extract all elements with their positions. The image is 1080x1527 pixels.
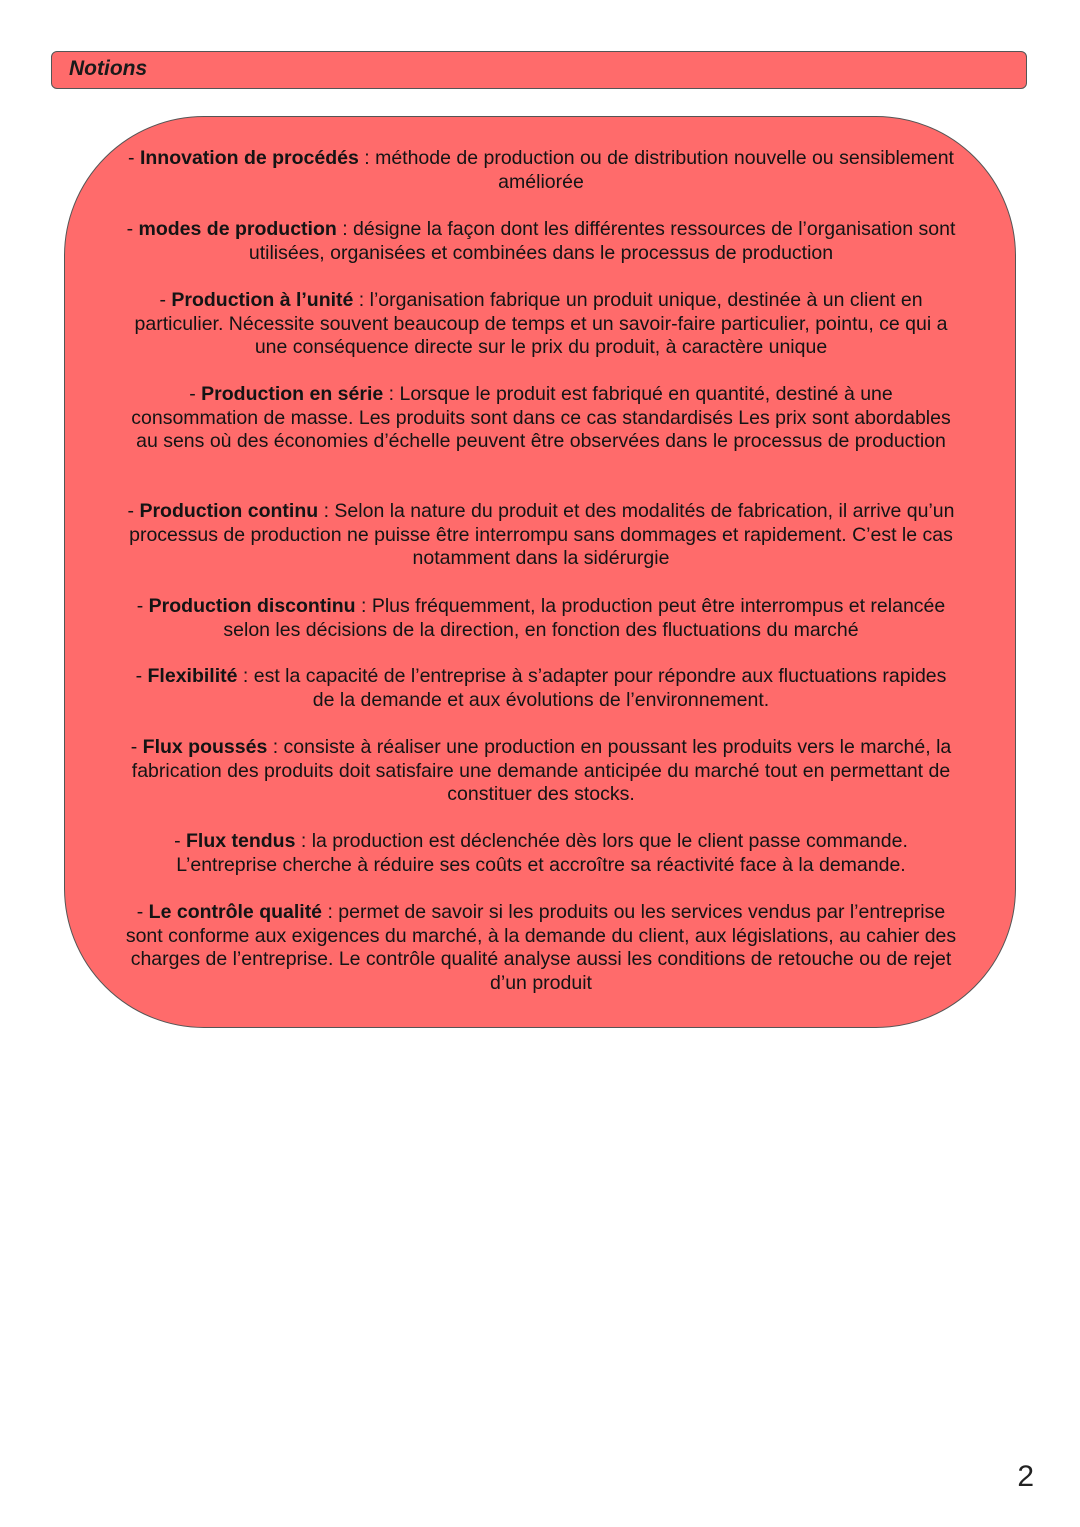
notion-definition: : l’organisation fabrique un produit unique, destinée à un client en particulier. Nécessite souvent beaucoup de temps et un savoir-faire particulier, pointu, ce qui a une conséquence directe sur le prix du produit, à caractère unique (134, 289, 948, 359)
notion-innovation-de-procedes: - Innovation de procédés : méthode de production ou de distribution nouvelle ou sensiblement améliorée (128, 147, 954, 193)
notion-term: Innovation de procédés (139, 147, 359, 169)
notion-flux-tendus: - Flux tendus : la production est déclenchée dès lors que le client passe commande. L’entreprise cherche à réduire ses coûts et accroître sa réactivité face à la demande. (174, 830, 908, 876)
section-title: Notions (69, 57, 148, 80)
notion-modes-de-production: - modes de production : désigne la façon dont les différentes ressources de l’organisation sont utilisées, organisées et combinées dans le processus de production (126, 218, 956, 264)
notion-flexibilite: - Flexibilité : est la capacité de l’entreprise à s’adapter pour répondre aux fluctuations rapides de la demande et aux évolutions de l’environnement. (135, 665, 947, 711)
notion-production-a-l-unite: - Production à l’unité : l’organisation fabrique un produit unique, destinée à un client en particulier. Nécessite souvent beaucoup de temps et un savoir-faire particulier, pointu, ce qui a une conséquence directe sur le prix du produit, à caractère unique (134, 289, 948, 359)
notion-controle-qualite: - Le contrôle qualité : permet de savoir si les produits ou les services vendus par l’entreprise sont conforme aux exigences du marché, à la demande du client, aux législations, au cahier des charges de l’entreprise. Le contrôle qualité analyse aussi les conditions de retouche ou de rejet d’un produit (125, 901, 957, 994)
notion-definition: : Plus fréquemment, la production peut être interrompus et relancée selon les décisions de la direction, en fonction des fluctuations du marché (223, 595, 946, 641)
notion-term: Production discontinu (148, 595, 356, 617)
notion-flux-pousses: - Flux poussés : consiste à réaliser une production en poussant les produits vers le marché, la fabrication des produits doit satisfaire une demande anticipée du marché tout en permettant de constituer des stocks. (130, 736, 952, 806)
notion-term: Flexibilité (147, 665, 238, 687)
notion-production-discontinu: - Production discontinu : Plus fréquemment, la production peut être interrompus et relancée selon les décisions de la direction, en fonction des fluctuations du marché (136, 595, 946, 641)
notion-definition: : permet de savoir si les produits ou les services vendus par l’entreprise sont conforme aux exigences du marché, à la demande du client, aux législations, au cahier des charges de l’entreprise. Le contrôle qualité analyse aussi les conditions de retouche ou de rejet d’un produit (125, 901, 957, 994)
notion-term: Production continu (139, 500, 319, 522)
notion-production-en-serie: - Production en série : Lorsque le produit est fabriqué en quantité, destiné à une consommation de masse. Les produits sont dans ce cas standardisés Les prix sont abordables au sens où des économies d’échelle peuvent être observées dans le processus de production (131, 383, 951, 453)
notion-definition: : Lorsque le produit est fabriqué en quantité, destiné à une consommation de masse. Les produits sont dans ce cas standardisés Les prix sont abordables au sens où des économies d’échelle peuvent être observées dans le processus de production (131, 383, 951, 453)
notion-production-continu: - Production continu : Selon la nature du produit et des modalités de fabrication, il arrive qu’un processus de production ne puisse être interrompu sans dommages et rapidement. C’est le cas notamment dans la sidérurgie (127, 500, 955, 570)
notion-term: Le contrôle qualité (148, 901, 323, 923)
notion-term: modes de production (138, 218, 337, 240)
page-number: 2 (1017, 1460, 1034, 1493)
notion-definition: : consiste à réaliser une production en poussant les produits vers le marché, la fabrication des produits doit satisfaire une demande anticipée du marché tout en permettant de constituer des stocks. (131, 736, 952, 806)
notion-definition: : la production est déclenchée dès lors que le client passe commande. L’entreprise cherche à réduire ses coûts et accroître sa réactivité face à la demande. (176, 830, 908, 876)
section-header-bar (51, 51, 1027, 89)
notion-term: Flux tendus (186, 830, 296, 852)
notion-term: Production à l’unité (171, 289, 354, 311)
notion-definition: : est la capacité de l’entreprise à s’adapter pour répondre aux fluctuations rapides de la demande et aux évolutions de l’environnement. (237, 665, 947, 711)
notions-box (64, 116, 1016, 1028)
notion-definition: : Selon la nature du produit et des modalités de fabrication, il arrive qu’un processus de production ne puisse être interrompu sans dommages et rapidement. C’est le cas notamment dans la sidérurgie (129, 500, 955, 570)
notion-term: Flux poussés (142, 736, 268, 758)
notion-definition: : désigne la façon dont les différentes ressources de l’organisation sont utilisées, organisées et combinées dans le processus de production (248, 218, 956, 264)
notion-term: Production en série (201, 383, 384, 405)
notion-definition: : méthode de production ou de distribution nouvelle ou sensiblement améliorée (358, 147, 954, 193)
